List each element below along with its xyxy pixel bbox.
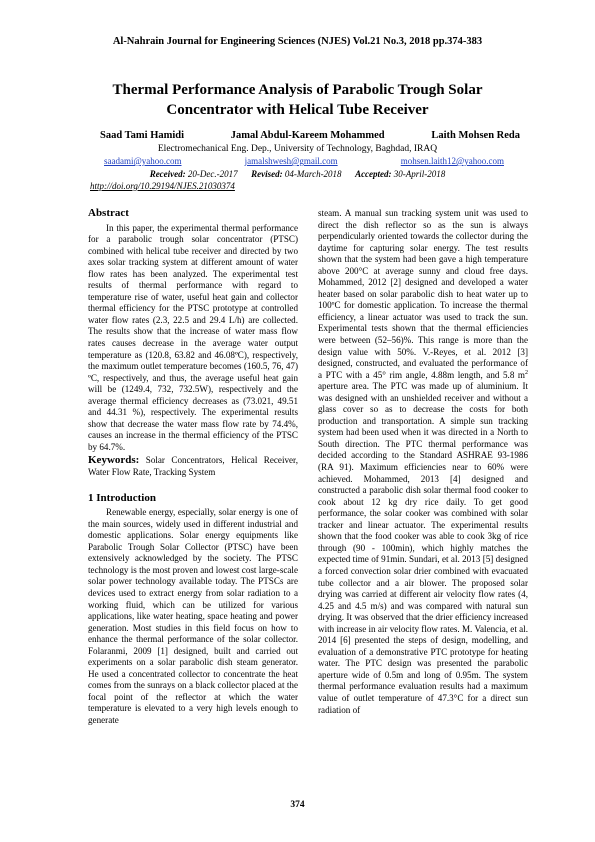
introduction-text-right-b: aperture area. The PTC was made up of aluminium. It was designed with an unshielded receiver and without a glass cover so as to decrease the costs for both production and transportation. A simple sun tracking system had been used when it was directed in a North to South direction. The PTC thermal performance was decided according to the Standard ASHRAE 93-1986 (RA 91). Maximum efficiencies near to 60% were achieved. Mohammed, 2013 [4] designed and constructed a parabolic dish solar thermal food cooker to cook about 12 kg dry rice daily. To get good performance, the solar cooker was combined with solar tracker and linear actuator. The experimental results shown that the food cooker was able to cook 3kg of rice through (90 - 100min), which highly matches the expected time of 91min. Sundari, et al. 2013 [5] designed a forced convection solar drier combined with evacuated tube collector and a air blower. The proposed solar drying was carried at different air velocity flow rates (4, 4.25 and 4.5 m/s) and was compared with natural sun drying. It was observed that the drier efficiency increased with increase in air velocity flow rates. M. Valencia, et al. 2014 [6] presented the steps of design, modelling, and evaluation of a demonstrative PTC prototype for heating water. The PTC design was presented the parabolic aperture wide of 0.5m and long of 0.95m. The system thermal performance evaluation results had a maximum value of outlet temperature of 47.3°C for a direct sun radiation of [318,381,528,715]
author-emails [104,156,504,166]
abstract-heading: Abstract [88,207,129,219]
right-column [318,208,528,716]
left-column [88,208,298,727]
introduction-heading: 1 Introduction [88,491,156,504]
doi-link[interactable]: http://doi.org/10.29194/NJES.21030374 [90,181,235,191]
doi-line [90,181,235,191]
accepted-date: 30-April-2018 [393,169,446,179]
page-number: 374 [290,800,305,810]
introduction-text-right [318,208,528,716]
introduction-text-left: Renewable energy, especially, solar energy is one of the main sources, widely used in different industrial and domestic applications. Solar energy equipments like Parabolic Trough Solar Collector (PTSC) have been extensively acknowledged by the society. The PTSC technology is the most proven and lowest cost large-scale solar power technology available today. The PTSCs are devices used to extract energy from solar radiation to a working fluid, which can be utilized for various applications, like water heating, space heating and power generation. Most studies in this field focus on how to enhance the thermal performance of the solar collector. Folaranmi, 2009 [1] designed, built and carried out experiments on a solar parabolic dish steam generator. He used a concentrated collector to concentrate the heat comes from the sunrays on a black collector placed at the focal point of the reflector at which the water temperature is elevated to a very high levels enough to generate [88,507,298,725]
superscript-2: 2 [525,369,528,376]
revised-date: 04-March-2018 [284,169,342,179]
abstract-text: In this paper, the experimental thermal performance for a parabolic trough solar concentrator (PTSC) combined with helical tube receiver and directed by two axes solar tracking system at different amount of water flow rates has been analyzed. The experimental test results of thermal performance with regard to temperature rise of water, useful heat gain and collector thermal efficiency for the PTSC prototype at controlled water flow rates (2.3, 22.5 and 29.4 L/h) are collected. The results show that the increase of water mass flow rates causes decrease in the average water output temperature as (120.8, 63.82 and 46.08ºC), respectively, the maximum outlet temperature becomes (160.5, 76, 47) ºC, respectively, and thus, the average useful heat gain will be (1249.4, 732, 732.5W), respectively and the average thermal efficiency decreases as (73.021, 49.51 and 44.31 %), respectively. The experimental results show that decrease the water mass flow rate by 74.4%, causes an increase in the thermal efficiency of the PTSC by 64.7%. [88,222,298,452]
author-list [100,130,520,141]
email-link-2[interactable]: jamalshwesh@gmail.com [244,156,338,166]
paper-title [70,80,525,120]
keywords-text: Solar Concentrators, Helical Receiver, Water Flow Rate, Tracking System [88,455,298,478]
revised-label: Revised: [251,169,283,179]
received-date: 20-Dec.-2017 [187,169,238,179]
author-1: Saad Tami Hamidi [100,130,185,141]
received-label: Received: [149,169,186,179]
introduction-text-right-a: steam. A manual sun tracking system unit was used to direct the dish reflector so as the sun is always perpendicularly oriented towards the collector during the daytime for capturing solar energy. The test results shown that the system had been gave a high temperature above 200°C at average sunny and cloud free days. Mohammed, 2012 [2] designed and developed a water heater based on solar parabolic dish to heat water up to 100ºC for domestic application. To increase the thermal efficiency, a linear actuator was used to track the sun. Experimental tests shown that the thermal efficiencies were between (52–56)%. This range is more than the design value with 50%. V.-Reyes, et al. 2012 [3] designed, constructed, and evaluated the performance of a PTC with a 45° rim angle, 4.88m length, and 5.8 m [318,208,528,380]
email-link-1[interactable]: saadami@yahoo.com [104,156,182,166]
author-3: Laith Mohsen Reda [431,130,520,141]
paper-title-line-2: Concentrator with Helical Tube Receiver [166,102,429,118]
accepted-label: Accepted: [355,169,392,179]
affiliation: Electromechanical Eng. Dep., University of Technology, Baghdad, IRAQ [157,144,438,154]
email-link-3[interactable]: mohsen.laith12@yahoo.com [400,156,504,166]
keywords-line [88,455,298,478]
keywords-label: Keywords: [88,454,140,467]
author-2: Jamal Abdul-Kareem Mohammed [230,130,385,141]
submission-dates [0,169,595,179]
paper-title-line-1: Thermal Performance Analysis of Parabolic Trough Solar [112,82,483,98]
journal-header: Al-Nahrain Journal for Engineering Sciences (NJES) Vol.21 No.3, 2018 pp.374-383 [112,36,483,47]
